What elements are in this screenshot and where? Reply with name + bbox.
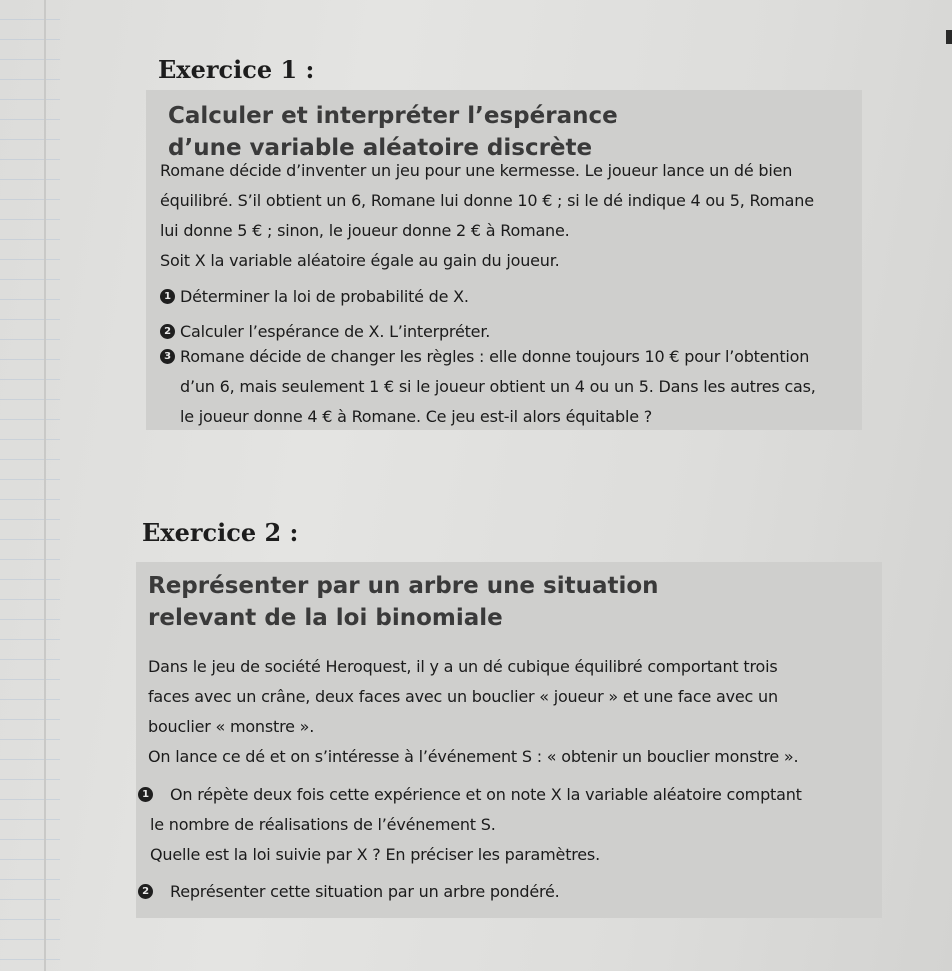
exercise2-statement [148, 652, 798, 772]
question-line: Calculer l’espérance de X. L’interpréter. [180, 322, 491, 341]
question-line: Romane décide de changer les règles : elle donne toujours 10 € pour l’obtention [180, 347, 810, 366]
exercise1-question-3 [160, 342, 816, 432]
statement-line: On lance ce dé et on s’intéresse à l’événement S : « obtenir un bouclier monstre ». [148, 747, 799, 766]
question-line: le nombre de réalisations de l’événement S. [150, 815, 496, 834]
question-number-badge: 2 [160, 324, 175, 339]
exercise1-heading-line1: Calculer et interpréter l’espérance [168, 103, 618, 129]
exercise2-heading [148, 570, 659, 634]
exercise1-title: Exercice 1 : [158, 55, 315, 84]
statement-line: lui donne 5 € ; sinon, le joueur donne 2 € à Romane. [160, 221, 570, 240]
exercise1-statement [160, 156, 814, 276]
exercise2-box [136, 562, 882, 918]
question-line: d’un 6, mais seulement 1 € si le joueur obtient un 4 ou un 5. Dans les autres cas, [180, 377, 816, 396]
binder-mark [946, 30, 952, 44]
question-number-badge: 2 [138, 884, 153, 899]
statement-line: faces avec un crâne, deux faces avec un bouclier « joueur » et une face avec un [148, 687, 778, 706]
statement-line: équilibré. S’il obtient un 6, Romane lui donne 10 € ; si le dé indique 4 ou 5, Romane [160, 191, 814, 210]
question-number-badge: 3 [160, 349, 175, 364]
statement-line: Romane décide d’inventer un jeu pour une kermesse. Le joueur lance un dé bien [160, 161, 793, 180]
question-number-badge: 1 [138, 787, 153, 802]
exercise2-heading-line1: Représenter par un arbre une situation [148, 573, 659, 599]
question-line: On répète deux fois cette expérience et on note X la variable aléatoire comptant [170, 785, 802, 804]
question-line: Représenter cette situation par un arbre pondéré. [170, 882, 560, 901]
sheet-edge [44, 0, 46, 971]
statement-line: Dans le jeu de société Heroquest, il y a un dé cubique équilibré comportant trois [148, 657, 778, 676]
question-line: Déterminer la loi de probabilité de X. [180, 287, 469, 306]
question-line: le joueur donne 4 € à Romane. Ce jeu est-il alors équitable ? [180, 407, 653, 426]
exercise1-heading [168, 100, 618, 164]
question-number-badge: 1 [160, 289, 175, 304]
exercise1-heading-line2: d’une variable aléatoire discrète [168, 135, 593, 161]
exercise2-title: Exercice 2 : [142, 518, 299, 547]
exercise2-question-1 [138, 780, 802, 870]
question-line: Quelle est la loi suivie par X ? En préciser les paramètres. [150, 845, 600, 864]
exercise1-box [146, 90, 862, 430]
notebook-ruled-lines [0, 0, 60, 971]
exercise2-heading-line2: relevant de la loi binomiale [148, 605, 503, 631]
statement-line: bouclier « monstre ». [148, 717, 315, 736]
exercise1-question-1 [160, 282, 469, 312]
statement-line: Soit X la variable aléatoire égale au gain du joueur. [160, 251, 560, 270]
exercise2-question-2 [138, 877, 560, 907]
